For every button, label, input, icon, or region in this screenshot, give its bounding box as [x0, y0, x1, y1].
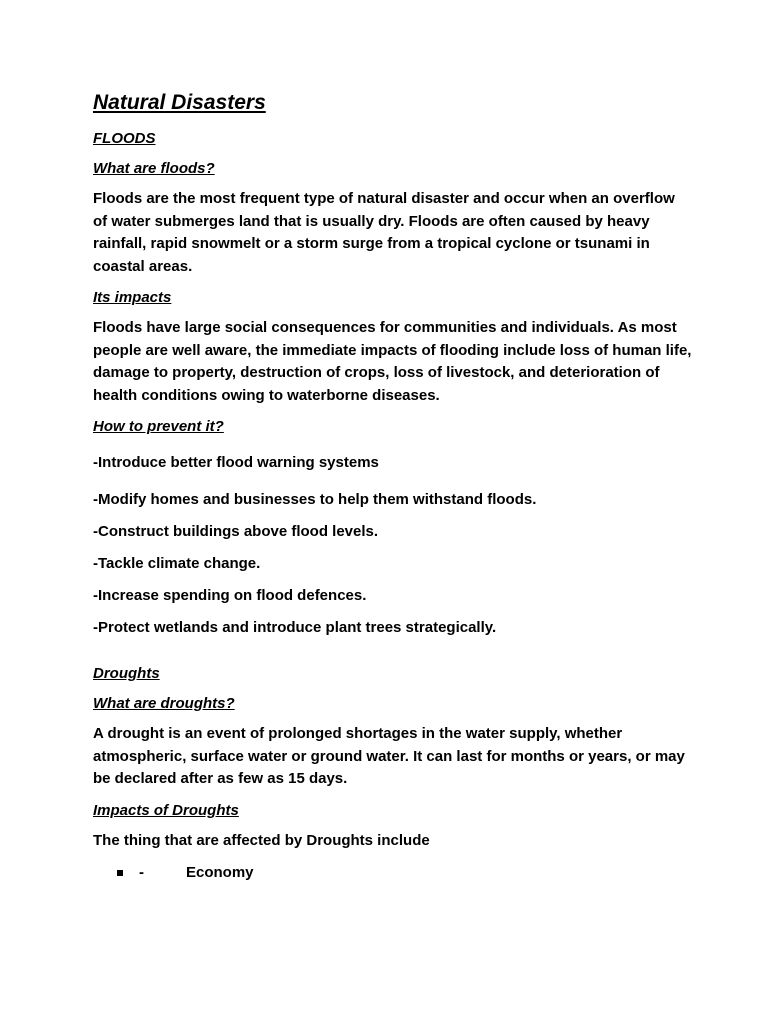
paragraph-floods-impacts: Floods have large social consequences for communities and individuals. As most people are well aware, the immediate impacts of flooding include loss of human life, damage to property, destruction of crops, loss of livestock, and deterioration of health conditions owing to waterborne diseases. [93, 319, 692, 404]
list-item [93, 862, 693, 884]
prevent-item: -Increase spending on flood defences. [93, 587, 367, 604]
prevent-item: -Construct buildings above flood levels. [93, 523, 379, 540]
prevent-item: -Introduce better flood warning systems [93, 454, 379, 471]
section-heading-droughts: Droughts [93, 665, 160, 682]
spacer [93, 649, 693, 663]
paragraph-droughts-impacts-intro: The thing that are affected by Droughts include [93, 831, 430, 849]
paragraph-droughts-definition: A drought is an event of prolonged shortages in the water supply, whether atmospheric, surface water or ground water. It can last for months or years, or may be declared after as few as 15 days. [93, 725, 685, 787]
prevent-item: -Modify homes and businesses to help them withstand floods. [93, 491, 537, 508]
prevent-item: -Protect wetlands and introduce plant trees strategically. [93, 619, 497, 636]
subheading-impacts-of-droughts: Impacts of Droughts [93, 801, 239, 819]
paragraph-floods-definition: Floods are the most frequent type of natural disaster and occur when an overflow of water submerges land that is usually dry. Floods are often caused by heavy rainfall, rapid snowmelt or a storm surge from a tropical cyclone or tsunami in coastal areas. [93, 190, 675, 275]
subheading-its-impacts: Its impacts [93, 289, 172, 306]
prevent-item: -Tackle climate change. [93, 555, 261, 572]
document-content [93, 88, 693, 884]
section-heading-floods: FLOODS [93, 130, 156, 147]
subheading-how-to-prevent: How to prevent it? [93, 418, 224, 435]
subheading-what-are-droughts: What are droughts? [93, 695, 235, 712]
list-item-label: Economy [186, 863, 254, 881]
subheading-what-are-floods: What are floods? [93, 160, 215, 177]
square-bullet-icon [117, 870, 123, 876]
list-item-dash: - [139, 863, 144, 881]
document-title: Natural Disasters [93, 91, 266, 114]
